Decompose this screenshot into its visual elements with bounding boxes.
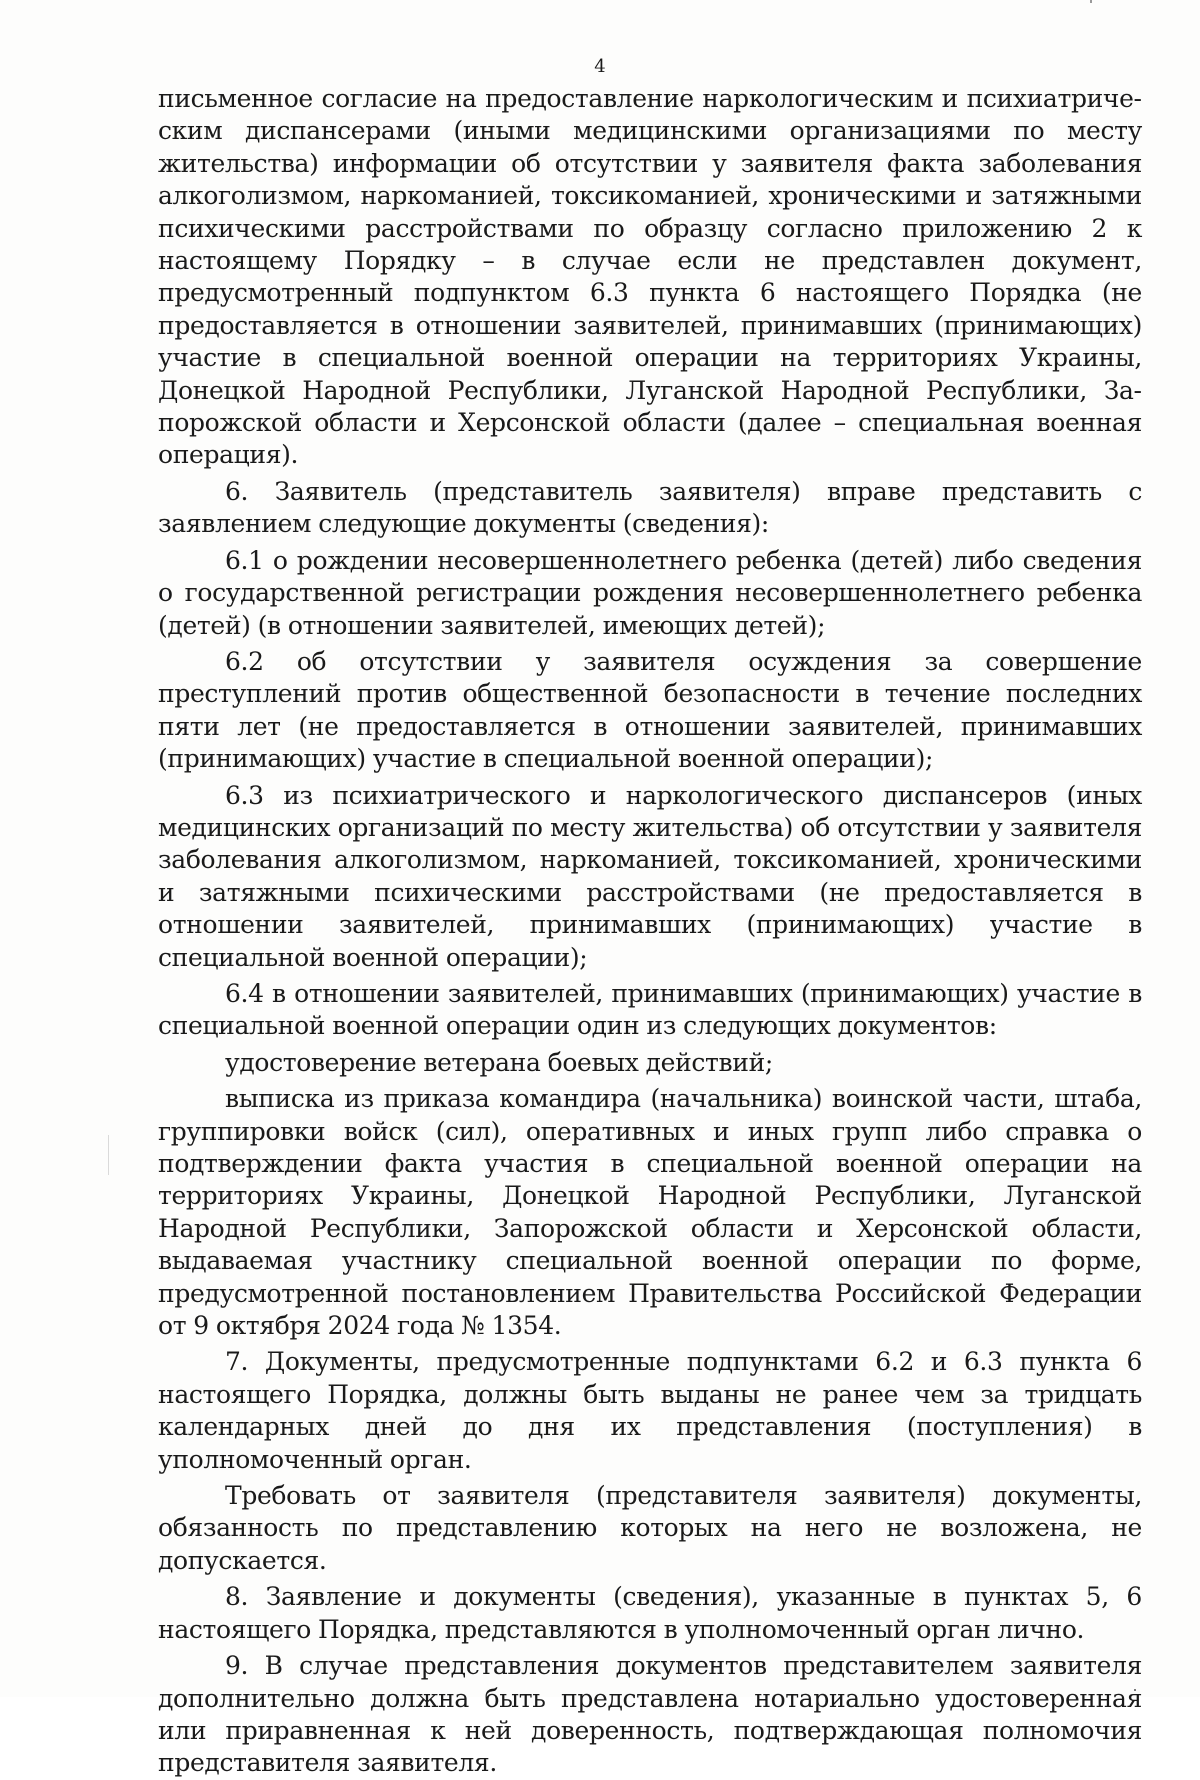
paragraph-order-extract: выписка из приказа командира (начальника) воинской части, штаба, группировки войск (сил), оперативных и иных групп либо справка о подтверждении факта участия в специальной военной операции на территориях Украины, Донецкой Народной Республики, Луганской Народной Республики, Запорожской области и Херсонской области, выдаваемая участнику специальной военной операции по форме, предусмотренной постановлением Правительства Российской Федерации от 9 октября 2024 года № 1354. [158, 1084, 1142, 1341]
paragraph-item-9: 9. В случае представления документов представителем заявителя дополнительно должна быть представлена нотариально удостоверенная или приравненная к ней доверенность, подтверждающая полномочия представителя заявителя. [158, 1651, 1142, 1778]
scan-artifact-left [108, 1135, 109, 1175]
paragraph-consent-continuation: письменное согласие на предоставление наркологическим и психиатрическим диспансерами (иными медицинскими организациями по месту жительства) информации об отсутствии у заявителя факта заболевания алкоголизмом, наркоманией, токсикоманией, хроническими и затяжными психическими расстройствами по образцу согласно приложению 2 к настоящему Порядку – в случае если не представлен документ, предусмотренный подпунктом 6.3 пункта 6 настоящего Порядка (не предоставляется в отношении заявителей, принимавших (принимающих) участие в специальной военной операции на территориях Украины, Донецкой Народной Республики, Луганской Народной Республики, Запорожской области и Херсонской области (далее – специальная военная операция). [158, 84, 1142, 470]
paragraph-item-7: 7. Документы, предусмотренные подпунктами 6.2 и 6.3 пункта 6 настоящего Порядка, должны быть выданы не ранее чем за тридцать календарных дней до дня их представления (поступления) в уполномоченный орган. [158, 1347, 1142, 1474]
paragraph-subitem-6-1: 6.1 о рождении несовершеннолетнего ребенка (детей) либо сведения о государственной регистрации рождения несовершеннолетнего ребенка (детей) (в отношении заявителей, имеющих детей); [158, 545, 1142, 640]
paragraph-item-8: 8. Заявление и документы (сведения), указанные в пунктах 5, 6 настоящего Порядка, представляются в уполномоченный орган лично. [158, 1582, 1142, 1644]
paragraph-veteran-certificate: удостоверение ветерана боевых действий; [225, 1047, 773, 1077]
scan-artifact-top [1090, 0, 1092, 3]
paragraph-subitem-6-2: 6.2 об отсутствии у заявителя осуждения за совершение преступлений против общественной безопасности в течение последних пяти лет (не предоставляется в отношении заявителей, принимавших (принимающих) участие в специальной военной операции); [158, 646, 1142, 774]
document-body [158, 83, 1142, 1780]
paragraph-subitem-6-3: 6.3 из психиатрического и наркологического диспансеров (иных медицинских организаций по месту жительства) об отсутствии у заявителя заболевания алкоголизмом, наркоманией, токсикоманией, хроническими и затяжными психическими расстройствами (не предоставляется в отношении заявителей, принимавших (принимающих) участие в специальной военной операции); [158, 780, 1142, 972]
paragraph-subitem-6-4: 6.4 в отношении заявителей, принимавших (принимающих) участие в специальной военной операции один из следующих документов: [158, 978, 1142, 1041]
paragraph-item-6: 6. Заявитель (представитель заявителя) вправе представить с заявлением следующие документы (сведения): [158, 476, 1142, 539]
paragraph-no-extra-documents: Требовать от заявителя (представителя заявителя) документы, обязанность по представлению которых на него не возложена, не допускается. [158, 1481, 1142, 1575]
page-number: 4 [594, 56, 606, 77]
